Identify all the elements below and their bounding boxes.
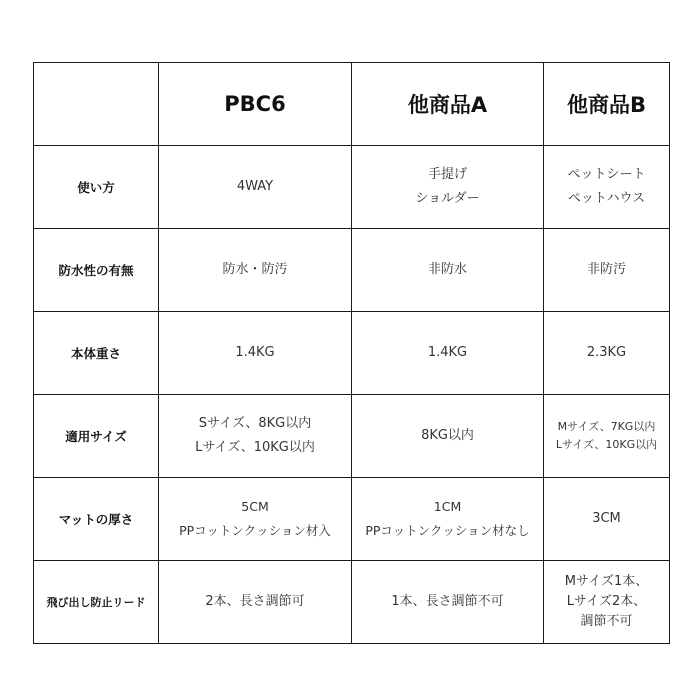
cell-line: ペットハウス <box>567 191 646 206</box>
cell-line: 8KG以内 <box>421 428 474 443</box>
cell-line: 2本、長さ調節可 <box>205 594 305 609</box>
cell-line: 3CM <box>592 511 621 526</box>
cell-product-a <box>352 478 544 561</box>
cell-line: Lサイズ2本、 <box>566 594 647 609</box>
comparison-table <box>33 62 670 644</box>
row-weight <box>34 312 670 395</box>
header-corner-cell <box>34 63 159 146</box>
cell-line: 非防汚 <box>586 262 626 277</box>
row-usage <box>34 146 670 229</box>
cell-line: 非防水 <box>427 262 467 277</box>
cell-line: 1CM <box>433 499 462 514</box>
row-size <box>34 395 670 478</box>
cell-line: PPコットンクッション材入 <box>179 523 331 538</box>
header-row <box>34 63 670 146</box>
cell-product-a <box>352 561 544 644</box>
header-pbc6: PBC6 <box>159 63 352 146</box>
cell-line: 5CM <box>241 499 269 514</box>
cell-line: Sサイズ、8KG以内 <box>198 416 312 431</box>
cell-line: 1.4KG <box>427 345 468 360</box>
cell-line: PPコットンクッション材なし <box>365 523 530 538</box>
cell-product-a <box>352 395 544 478</box>
cell-product-b <box>544 312 670 395</box>
cell-line: ショルダー <box>415 191 480 206</box>
cell-product-b <box>544 478 670 561</box>
cell-line: 2.3KG <box>586 345 627 360</box>
header-product-b: 他商品B <box>544 63 670 146</box>
cell-pbc6 <box>159 229 352 312</box>
cell-line: 防水・防汚 <box>222 262 288 277</box>
cell-pbc6 <box>159 312 352 395</box>
cell-product-b <box>544 146 670 229</box>
row-label: 適用サイズ <box>34 395 159 478</box>
row-label: マットの厚さ <box>34 478 159 561</box>
cell-product-a <box>352 229 544 312</box>
cell-product-a <box>352 312 544 395</box>
cell-line: 調節不可 <box>580 614 633 629</box>
row-mat-thickness <box>34 478 670 561</box>
cell-product-b <box>544 561 670 644</box>
cell-product-b <box>544 229 670 312</box>
cell-line: Lサイズ、10KG以内 <box>195 440 315 455</box>
cell-pbc6 <box>159 478 352 561</box>
row-label: 使い方 <box>34 146 159 229</box>
cell-line: Mサイズ1本、 <box>564 574 649 589</box>
row-label: 飛び出し防止リード <box>34 561 159 644</box>
row-label: 防水性の有無 <box>34 229 159 312</box>
cell-line: ペットシート <box>567 167 646 182</box>
cell-line: 1.4KG <box>235 345 275 360</box>
cell-line: 4WAY <box>236 179 274 194</box>
cell-pbc6 <box>159 561 352 644</box>
cell-pbc6 <box>159 395 352 478</box>
cell-line: 1本、長さ調節不可 <box>391 594 504 609</box>
cell-pbc6 <box>159 146 352 229</box>
row-waterproof <box>34 229 670 312</box>
cell-line: Mサイズ、7KG以内 <box>557 420 656 433</box>
row-leash <box>34 561 670 644</box>
cell-line: 手提げ <box>427 167 467 182</box>
header-product-a: 他商品A <box>352 63 544 146</box>
cell-line: Lサイズ、10KG以内 <box>555 438 658 451</box>
cell-product-b <box>544 395 670 478</box>
cell-product-a <box>352 146 544 229</box>
row-label: 本体重さ <box>34 312 159 395</box>
